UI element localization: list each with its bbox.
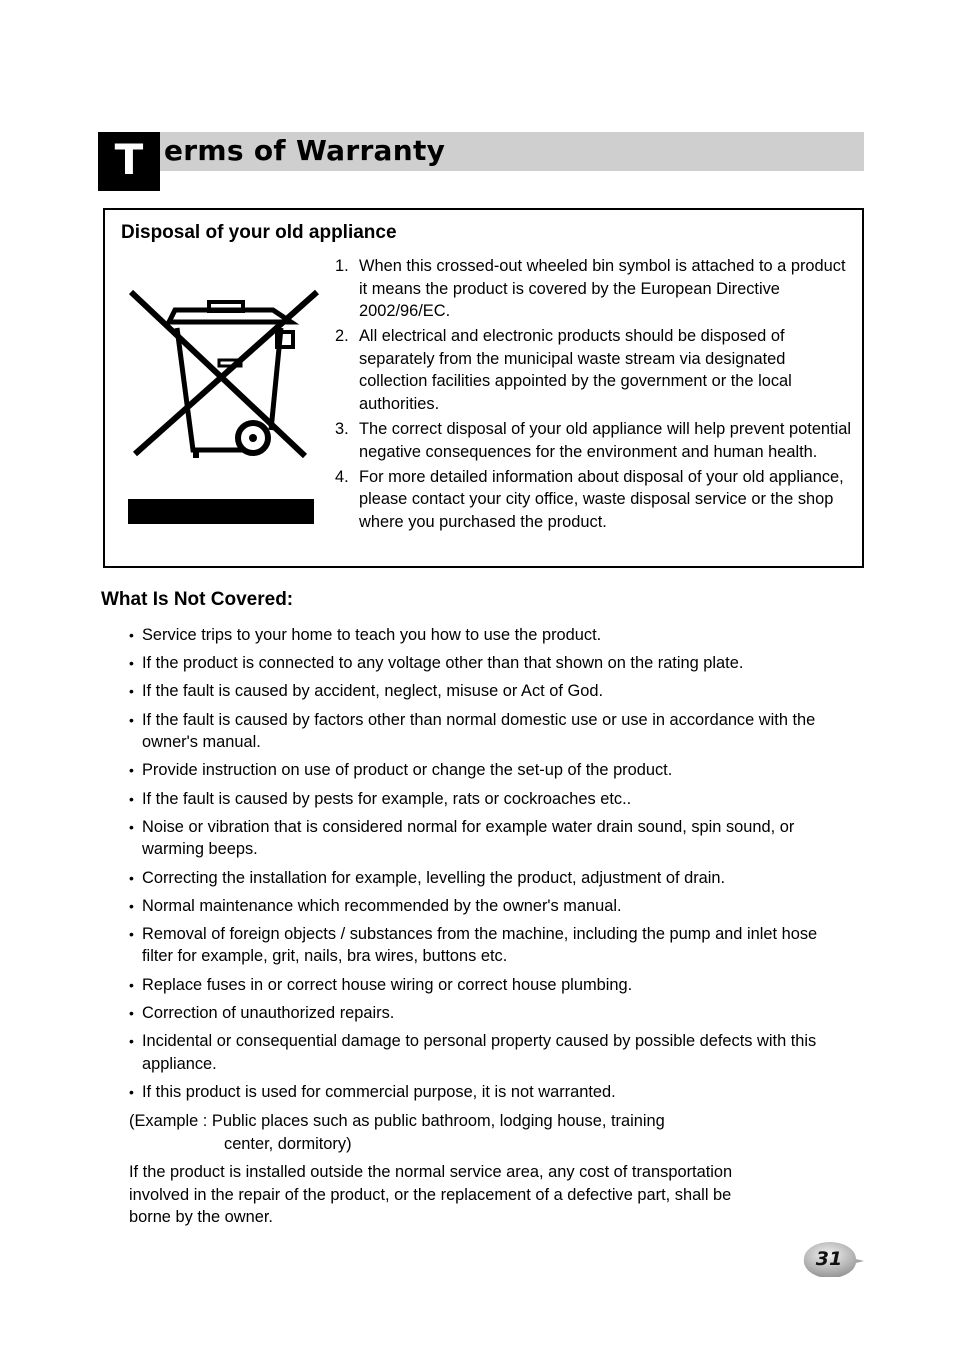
not-covered-title: What Is Not Covered: bbox=[101, 589, 294, 610]
list-item: • Noise or vibration that is considered normal for example water drain sound, spin sound, or warming beeps. bbox=[129, 816, 849, 861]
disposal-list bbox=[335, 255, 855, 536]
list-item: • If the fault is caused by pests for example, rats or cockroaches etc.. bbox=[129, 788, 849, 811]
list-item: • Replace fuses in or correct house wiring or correct house plumbing. bbox=[129, 974, 849, 997]
disposal-box bbox=[103, 208, 864, 568]
not-covered-list bbox=[129, 624, 849, 1109]
list-item: • Correction of unauthorized repairs. bbox=[129, 1002, 849, 1025]
list-item: 1. When this crossed-out wheeled bin symbol is attached to a product it means the product is covered by the European Directive 2002/96/EC. bbox=[335, 257, 846, 321]
page-header bbox=[98, 132, 864, 191]
list-item: 2. All electrical and electronic products should be disposed of separately from the municipal waste stream via designated collection facilities appointed by the government or the local authorities. bbox=[335, 327, 792, 413]
disposal-title: Disposal of your old appliance bbox=[121, 222, 397, 243]
list-item: • Normal maintenance which recommended by the owner's manual. bbox=[129, 895, 849, 918]
list-item: • Incidental or consequential damage to personal property caused by possible defects with this appliance. bbox=[129, 1030, 849, 1075]
example-line: center, dormitory) bbox=[224, 1134, 352, 1153]
list-item: • If the fault is caused by accident, neglect, misuse or Act of God. bbox=[129, 680, 849, 703]
list-item: • If this product is used for commercial purpose, it is not warranted. bbox=[129, 1081, 849, 1104]
list-item: • Removal of foreign objects / substances from the machine, including the pump and inlet hose filter for example, grit, nails, bra wires, buttons etc. bbox=[129, 923, 849, 968]
crossed-out-wheeled-bin-icon bbox=[123, 280, 323, 458]
example-note bbox=[129, 1110, 829, 1155]
list-item: 3. The correct disposal of your old appliance will help prevent potential negative consequences for the environment and human health. bbox=[335, 419, 851, 461]
list-item: • If the product is connected to any voltage other than that shown on the rating plate. bbox=[129, 652, 849, 675]
list-item: • Provide instruction on use of product or change the set-up of the product. bbox=[129, 759, 849, 782]
outside-service-note: If the product is installed outside the normal service area, any cost of transportation involved in the repair of the product, or the replacement of a defective part, shall be borne by the owner. bbox=[129, 1163, 733, 1227]
page-title: erms of Warranty bbox=[164, 134, 446, 167]
page-number-badge bbox=[800, 1241, 866, 1277]
example-line: (Example : Public places such as public bathroom, lodging house, training bbox=[129, 1112, 665, 1130]
list-item: • Service trips to your home to teach you how to use the product. bbox=[129, 624, 849, 647]
page-number: 31 bbox=[815, 1248, 843, 1270]
list-item: • Correcting the installation for example, levelling the product, adjustment of drain. bbox=[129, 867, 849, 890]
list-item: 4. For more detailed information about disposal of your old appliance, please contact your city office, waste disposal service or the shop where you purchased the product. bbox=[335, 467, 844, 531]
header-initial: T bbox=[98, 132, 160, 191]
list-item: • If the fault is caused by factors other than normal domestic use or use in accordance with the owner's manual. bbox=[129, 709, 849, 754]
bin-underline-bar bbox=[128, 499, 314, 524]
